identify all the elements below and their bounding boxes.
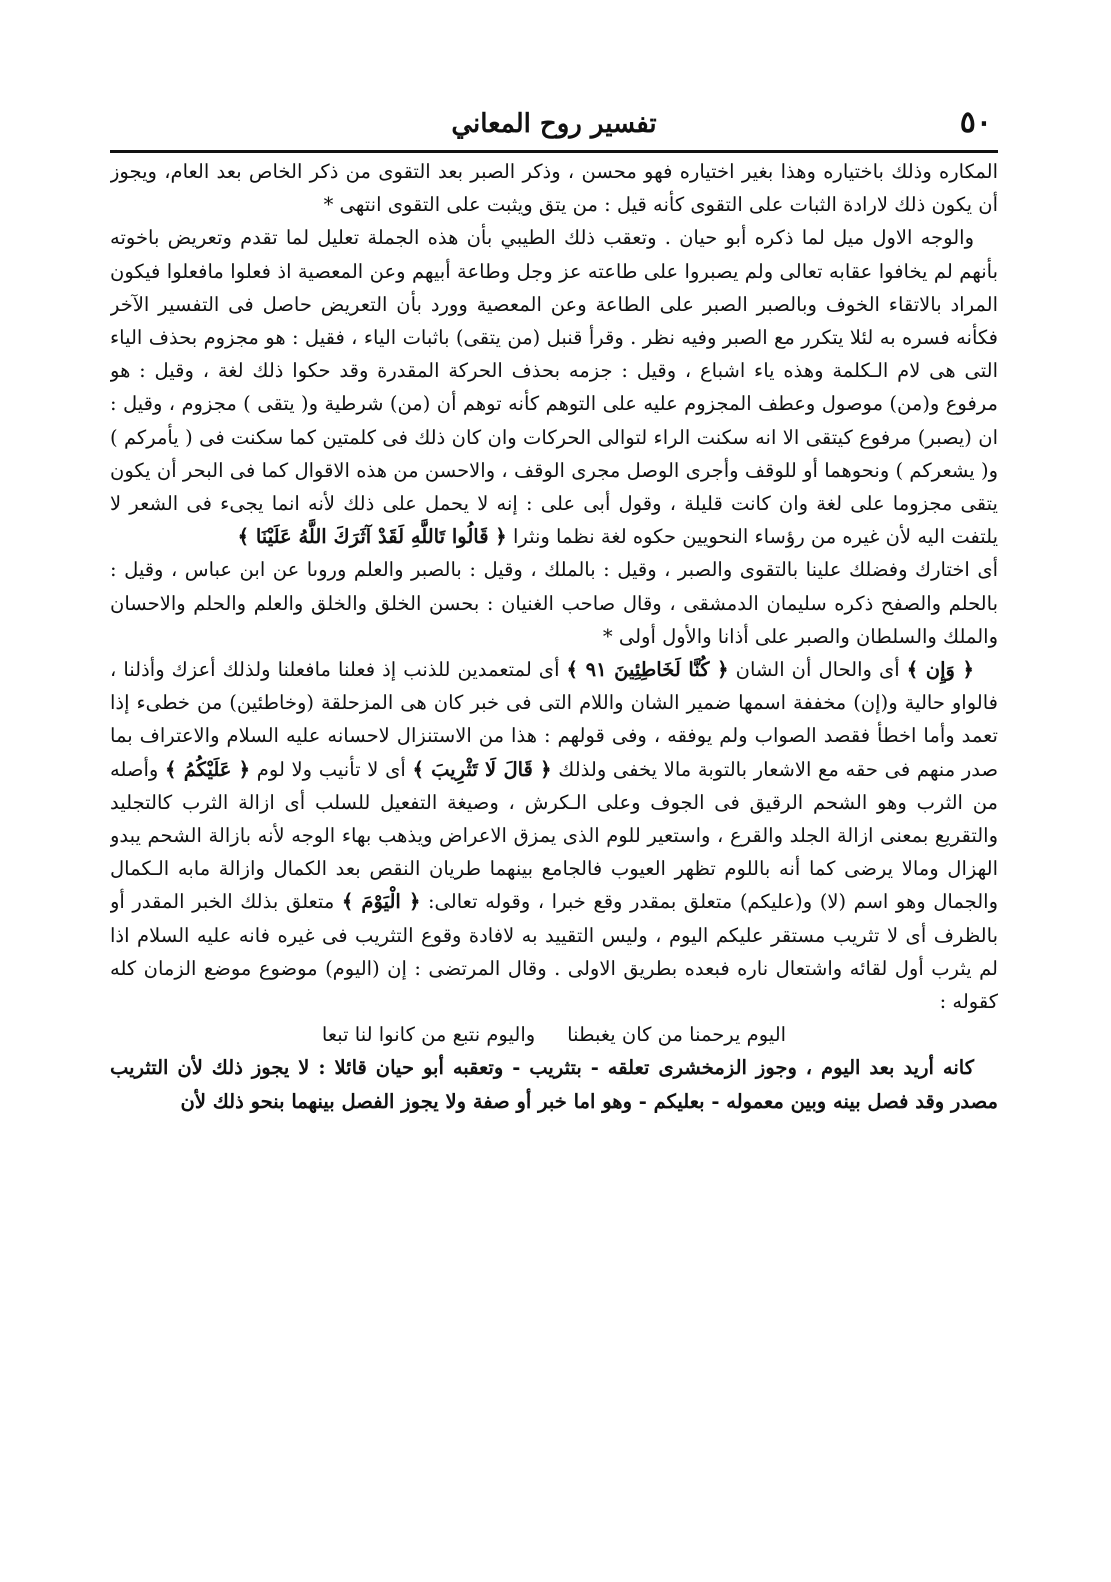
document-page [110, 100, 998, 1520]
header-rule [110, 150, 998, 153]
paragraph-4-text-d: وأصله من الثرب وهو الشحم الرقيق فى الجوف وعلى الـكرش ، وصيغة التفعيل للسلب أى ازالة الثرب كالتجليد والتقريع بمعنى ازالة الجلد والقرع ، واستعير للوم الذى يمزق الاعراض ويذهب بهاء الوجه لأنه بازالة الشحم يبدو الهزال ومالا يرضى كما أنه باللوم تظهر العيوب فالجامع بينهما طريان النقص بعد الكمال وازالة مابه الـكمال والجمال وهو اسم (لا) و(عليكم) متعلق بمقدر وقع خبرا ، وقوله تعالى: [110, 757, 998, 914]
paragraph-1: المكاره وذلك باختياره وهذا بغير اختياره فهو محسن ، وذكر الصبر بعد التقوى من ذكر الخاص بعد العام، ويجوز أن يكون ذلك لارادة الثبات على التقوى كأنه قيل : من يتق ويثبت على التقوى انتهى * [110, 160, 998, 217]
quran-quote-4: ﴿ قَالَ لَا تَثْرِيبَ ﴾ [412, 757, 552, 781]
verse-hemistich-1: اليوم يرحمنا من كان يغبطنا [567, 1023, 787, 1047]
page-number: ٥٠ [959, 105, 992, 140]
quran-quote-3: ﴿ كُنَّا لَخَاطِئِينَ ٩١ ﴾ [566, 658, 729, 682]
paragraph-2-text: والوجه الاول ميل لما ذكره أبو حيان . وتعقب ذلك الطيبي بأن هذه الجملة تعليل لما تقدم وتعريض باخوته بأنهم لم يخافوا عقابه تعالى ولم يصبروا على طاعته عز وجل وطاعة أبيهم وعن المعصية اذ فعلوا مافعلوا فيكون المراد بالاتقاء الخوف وبالصبر الصبر على الطاعة وعن المعصية وورد بأن التعريض حاصل فى التفسير الآخر فكأنه فسره به لئلا يتكرر مع الصبر وفيه نظر . وقرأ قنبل (من يتقى) باثبات الياء ، فقيل : هو مجزوم بحذف الياء التى هى لام الـكلمة وهذه ياء اشباع ، وقيل : جزمه بحذف الحركة المقدرة وقد حكوا ذلك لغة ، وقيل : هو مرفوع و(من) موصول وعطف المجزوم عليه على التوهم كأنه توهم أن (من) شرطية و( يتقى ) مجزوم ، وقيل : ان (يصبر) مرفوع كيتقى الا انه سكنت الراء لتوالى الحركات وان كان ذلك فى كلمتين كما سكنت فى ( يأمركم ) و( يشعركم ) ونحوهما أو للوقف وأجرى الوصل مجرى الوقف ، والاحسن من هذه الاقوال كما فى البحر أن يكون يتقى مجزوما على لغة وان كانت قليلة ، وقول أبى على : إنه لا يحمل على ذلك لأنه انما يجىء فى الشعر لا يلتفت اليه لأن غيره من رؤساء النحويين حكوه لغة نظما ونثرا [110, 226, 998, 549]
page-header [110, 100, 998, 146]
paragraph-4-text-a: أى والحال أن الشان [735, 658, 900, 682]
quran-quote-1: ﴿ قَالُوا تَاللَّهِ لَقَدْ آثَرَكَ اللَّهُ عَلَيْنَا ﴾ [237, 525, 507, 549]
commentary-text [110, 155, 998, 1118]
quran-quote-6: ﴿ الْيَوْمَ ﴾ [341, 890, 421, 914]
verse-hemistich-2: واليوم نتبع من كانوا لنا تبعا [321, 1023, 536, 1047]
poetry-verse [110, 1018, 998, 1051]
quran-quote-5: ﴿ عَلَيْكُمُ ﴾ [165, 757, 251, 781]
paragraph-5: كانه أريد بعد اليوم ، وجوز الزمخشرى تعلقه - بتثريب - وتعقبه أبو حيان قائلا : لا يجوز ذلك لأن التثريب مصدر وقد فصل بينه وبين معموله - بعليكم - وهو اما خبر أو صفة ولا يجوز الفصل بينهما بنحو ذلك لأن [110, 1056, 998, 1113]
paragraph-4-text-e: متعلق بذلك الخبر المقدر أو بالظرف أى لا تثريب مستقر عليكم اليوم ، وليس التقييد به لافادة وقوع التثريب فى غيره فانه عليه السلام اذا لم يثرب أول لقائه واشتعال ناره فبعده بطريق الاولى . وقال المرتضى : إن (اليوم) موضوع موضع الزمان كله كقوله : [110, 890, 998, 1014]
paragraph-3: أى اختارك وفضلك علينا بالتقوى والصبر ، وقيل : بالملك ، وقيل : بالصبر والعلم وروىا عن ابن عباس ، وقيل : بالحلم والصفح ذكره سليمان الدمشقى ، وقال صاحب الغنيان : بحسن الخلق والخلق والعلم والحلم والاحسان والملك والسلطان والصبر على أذانا والأول أولى * [110, 558, 998, 648]
running-title: تفسير روح المعاني [451, 109, 657, 139]
paragraph-4 [110, 653, 998, 1018]
paragraph-2 [110, 221, 998, 553]
paragraph-4-text-b: أى لمتعمدين للذنب إذ فعلنا مافعلنا ولذلك أعزك وأذلنا ، فالواو حالية و(إن) مخففة اسمها ضمير الشان واللام التى فى خبر كان هى المزحلقة (وخاطئين) من خطىء إذا تعمد وأما اخطأ فقصد الصواب ولم يوفقه ، وفى قولهم : هذا من الاستنزال لاحسانه عليه السلام والاعتراف بما صدر منهم فى حقه مع الاشعار بالتوبة مالا يخفى ولذلك [110, 658, 998, 781]
quran-quote-2: ﴿ وَإِن ﴾ [906, 658, 974, 682]
paragraph-4-text-c: أى لا تأنيب ولا لوم [256, 757, 406, 781]
